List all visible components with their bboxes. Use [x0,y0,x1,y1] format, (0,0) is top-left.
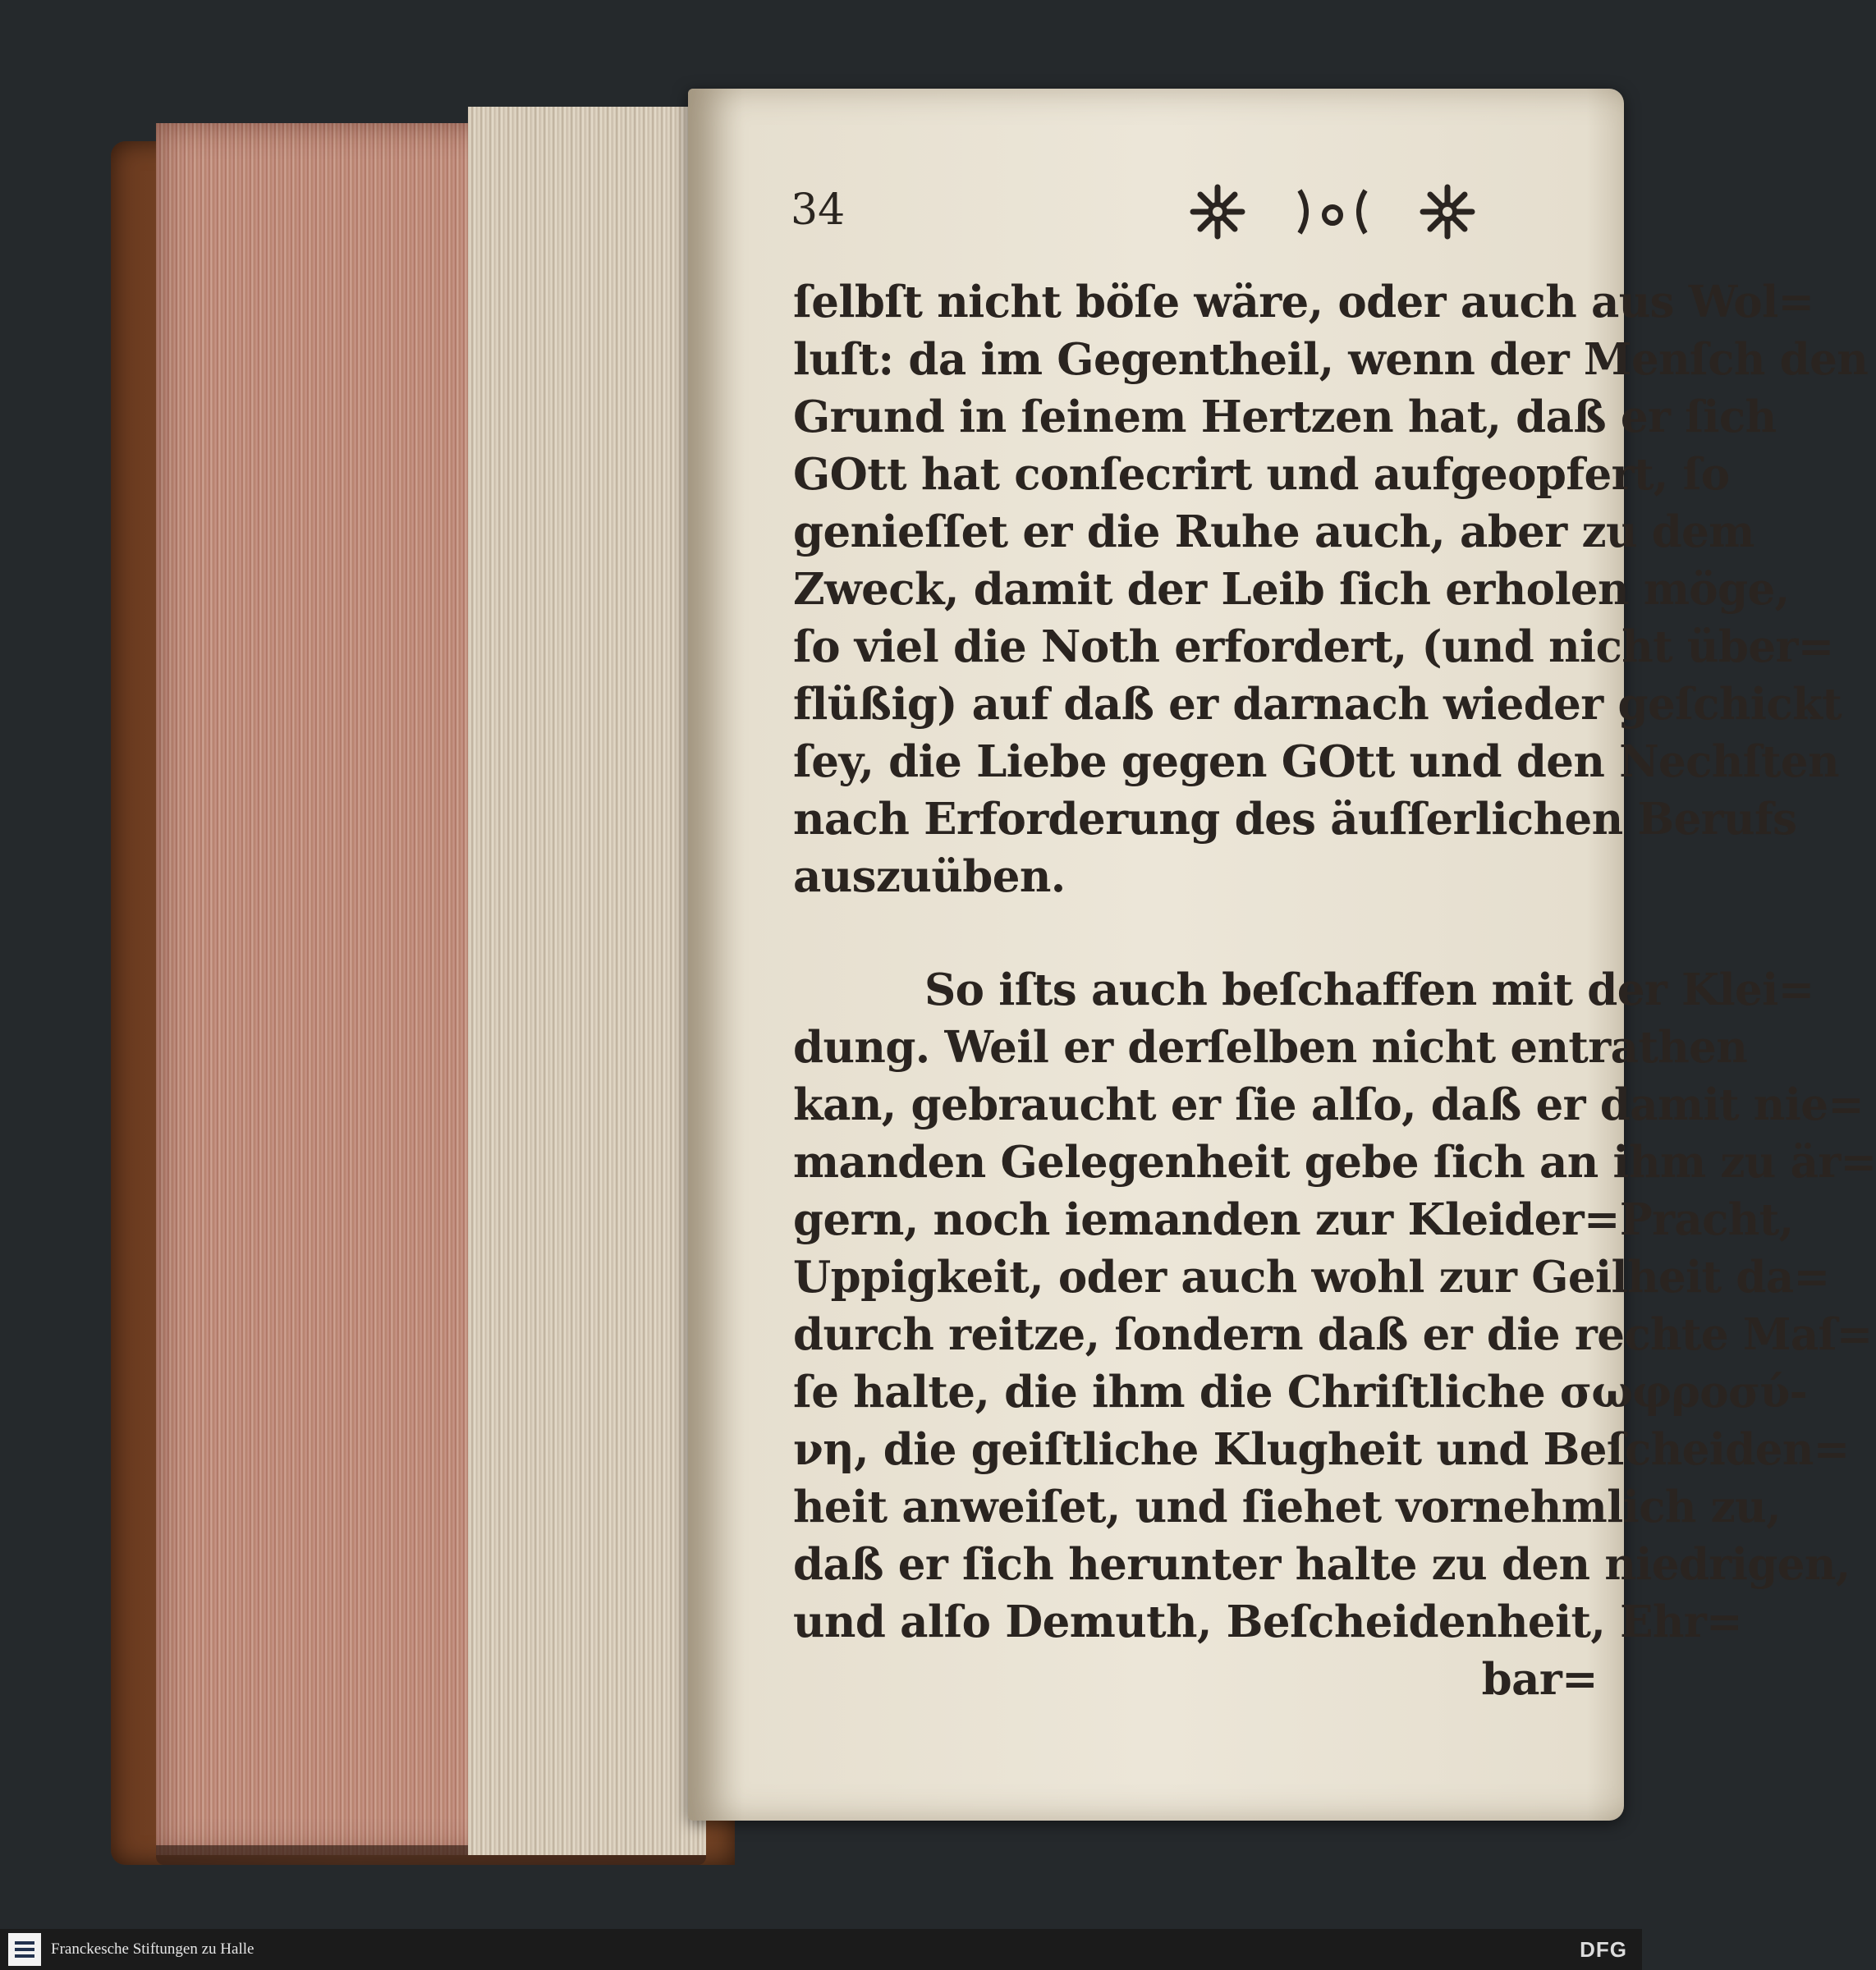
text-line: gern, noch iemanden zur Kleider=Pracht, [793,1194,1794,1245]
bracket-glyph-icon [1300,190,1365,233]
rosette-left-icon [1193,187,1242,236]
page-number: 34 [791,186,846,235]
text-line: ſo viel die Noth erfordert, (und nicht über= [793,621,1834,672]
text-line: auszuüben. [793,851,1066,902]
text-line: ſelbſt nicht böſe wäre, oder auch aus Wol= [793,277,1814,328]
text-line: Grund in ſeinem Hertzen hat, daß er ſich [793,392,1777,442]
text-line: und alſo Demuth, Beſcheidenheit, Ehr= [793,1597,1742,1647]
paragraph-gap [793,905,1598,961]
text-line: nach Erforderung des äuſſerlichen Berufs [793,794,1797,845]
book-page [688,89,1876,1821]
text-line: heit anweiſet, und ſiehet vornehmlich zu, [793,1482,1781,1532]
header-ornament [1168,179,1497,245]
text-line: durch reitze, ſondern daß er die rechte Maſ= [793,1309,1873,1360]
page-text [793,273,1876,1708]
text-line: ſey, die Liebe gegen GOtt und den Nechſten [793,736,1839,787]
text-line: daß er ſich herunter halte zu den niedrigen, [793,1539,1851,1590]
text-line: manden Gelegenheit gebe ſich an ihm zu är= [793,1137,1876,1188]
text-line: kan, gebraucht er ſie alſo, daß er damit nie= [793,1079,1865,1130]
text-line: GOtt hat conſecrirt und aufgeopfert, ſo [793,449,1730,500]
dfg-logo[interactable]: DFG [1580,1937,1627,1962]
institution-logo-icon[interactable] [8,1933,41,1966]
text-line: luſt: da im Gegentheil, wenn der Menſch den [793,334,1869,385]
rosette-right-icon [1423,187,1472,236]
text-line: Uppigkeit, oder auch wohl zur Geilheit da= [793,1252,1830,1303]
text-line: dung. Weil er derſelben nicht entrathen [793,1022,1748,1073]
text-line: flüßig) auf daß er darnach wieder geſchickt [793,679,1842,730]
text-line: Zweck, damit der Leib ſich erholen möge, [793,564,1790,615]
page-header [791,179,1513,253]
viewer-footer [0,1929,1642,1970]
text-line: So iſts auch beſchaffen mit der Klei= [924,964,1814,1015]
text-line: genieſſet er die Ruhe auch, aber zu dem [793,506,1754,557]
text-line: νη, die geiſtliche Klugheit und Beſcheiden= [793,1424,1850,1475]
page-block-edges [156,123,706,1855]
catchword: bar= [1481,1654,1598,1705]
text-line: ſe halte, die ihm die Chriſtliche σωφροσύ- [793,1367,1808,1418]
institution-name[interactable]: Franckesche Stiftungen zu Halle [51,1940,255,1958]
